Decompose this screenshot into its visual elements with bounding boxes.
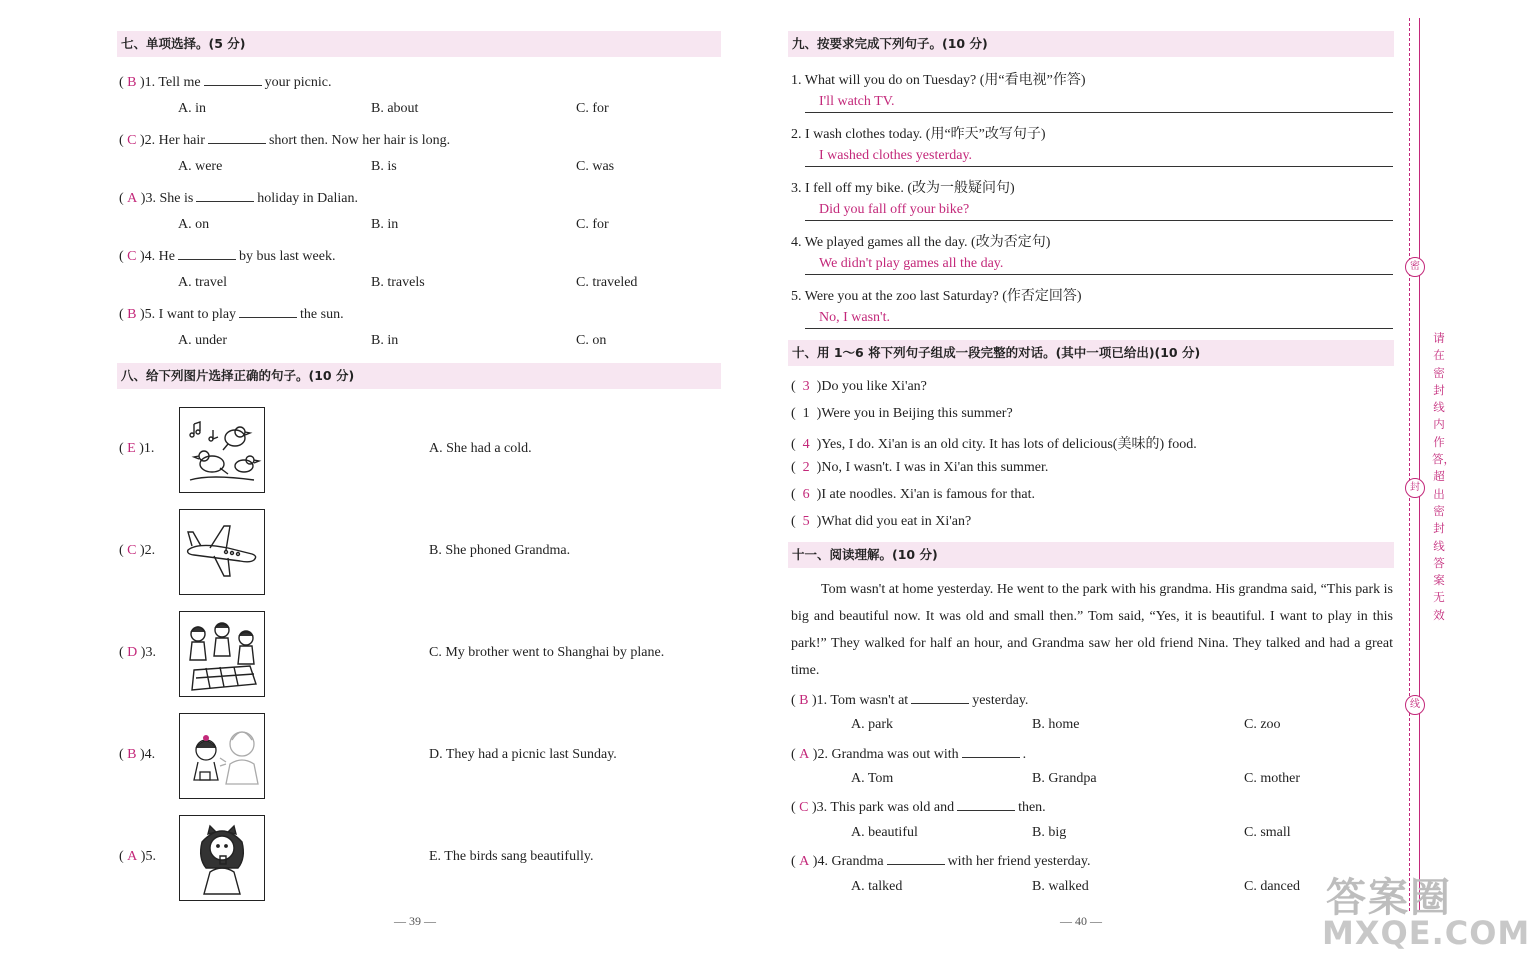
blank bbox=[911, 690, 969, 704]
option: C. traveled bbox=[576, 275, 638, 290]
question-7-3: ( A )3. She is holiday in Dalian. bbox=[119, 188, 358, 207]
order-number: 5 bbox=[802, 514, 810, 529]
option: B. big bbox=[1032, 825, 1067, 840]
dashed-seal-line bbox=[1409, 18, 1410, 911]
answer: C bbox=[799, 800, 809, 815]
choice-text: E. The birds sang beautifully. bbox=[429, 849, 594, 864]
option: A. beautiful bbox=[851, 825, 918, 840]
answer-line: I washed clothes yesterday. bbox=[805, 144, 1393, 167]
option: B. Grandpa bbox=[1032, 771, 1097, 786]
blank bbox=[196, 188, 254, 202]
question-8-3: ( D )3. bbox=[119, 645, 156, 660]
option: C. for bbox=[576, 101, 609, 116]
option: A. talked bbox=[851, 879, 903, 894]
dialogue-line: ( 6 )I ate noodles. Xi'an is famous for that. bbox=[791, 487, 1035, 502]
picnic-picture bbox=[179, 611, 265, 697]
question-7-1: ( B )1. Tell me your picnic. bbox=[119, 72, 331, 91]
answer: B bbox=[127, 75, 137, 90]
option: B. in bbox=[371, 217, 399, 232]
watermark-logo bbox=[1318, 866, 1530, 952]
question-11-3: ( C )3. This park was old and then. bbox=[791, 797, 1046, 816]
answer: E bbox=[127, 441, 136, 456]
blank bbox=[204, 72, 262, 86]
section-8-header: 八、给下列图片选择正确的句子。(10 分) bbox=[117, 363, 721, 389]
option: A. park bbox=[851, 717, 893, 732]
blank bbox=[178, 246, 236, 260]
order-number: 1 bbox=[802, 406, 810, 421]
answer: D bbox=[127, 645, 138, 660]
dialogue-line: ( 5 )What did you eat in Xi'an? bbox=[791, 514, 972, 529]
choice-text: A. She had a cold. bbox=[429, 441, 532, 456]
left-page bbox=[0, 0, 745, 956]
seal-circle-mark: 密 bbox=[1405, 257, 1425, 277]
phone-call-picture bbox=[179, 713, 265, 799]
watermark-url: MXQE.COM bbox=[1322, 914, 1530, 952]
answer: C bbox=[127, 543, 137, 558]
question-8-5: ( A )5. bbox=[119, 849, 156, 864]
option: A. travel bbox=[178, 275, 227, 290]
option: C. on bbox=[576, 333, 607, 348]
answer: A bbox=[127, 191, 138, 206]
option: B. about bbox=[371, 101, 419, 116]
order-number: 4 bbox=[802, 437, 810, 452]
seal-instruction: 请在密封线内作答，超出密封线答案无效 bbox=[1432, 331, 1455, 622]
question-9-5: 5. Were you at the zoo last Saturday? (作否定回答) bbox=[791, 289, 1082, 304]
page-number: — 39 — bbox=[394, 914, 436, 928]
dialogue-line: ( 1 )Were you in Beijing this summer? bbox=[791, 406, 1013, 421]
option: C. small bbox=[1244, 825, 1291, 840]
option: A. in bbox=[178, 101, 206, 116]
blank bbox=[887, 851, 945, 865]
answer: C bbox=[127, 133, 137, 148]
right-page bbox=[745, 0, 1410, 956]
section-7-header: 七、单项选择。(5 分) bbox=[117, 31, 721, 57]
question-11-2: ( A )2. Grandma was out with . bbox=[791, 744, 1026, 763]
question-8-1: ( E )1. bbox=[119, 441, 155, 456]
dialogue-line: ( 3 )Do you like Xi'an? bbox=[791, 379, 927, 394]
question-9-3: 3. I fell off my bike. (改为一般疑问句) bbox=[791, 181, 1015, 196]
choice-text: C. My brother went to Shanghai by plane. bbox=[429, 645, 665, 660]
dialogue-line: ( 2 )No, I wasn't. I was in Xi'an this summer. bbox=[791, 460, 1049, 475]
section-10-header: 十、用 1～6 将下列句子组成一段完整的对话。(其中一项已给出)(10 分) bbox=[788, 340, 1394, 366]
page-number: — 40 — bbox=[1060, 914, 1102, 928]
answer-line: I'll watch TV. bbox=[805, 90, 1393, 113]
question-11-4: ( A )4. Grandma with her friend yesterday. bbox=[791, 851, 1091, 870]
question-11-1: ( B )1. Tom wasn't at yesterday. bbox=[791, 690, 1028, 709]
order-number: 3 bbox=[802, 379, 810, 394]
reading-passage: Tom wasn't at home yesterday. He went to the park with his grandma. His grandma said, “This park is big and beautiful now. It was old and small then.” Tom said, “Yes, it is beautiful. I want to play in this park!” They walked for half an hour, and Grandma saw her old friend Nina. They talked and had a great time. bbox=[791, 582, 1393, 678]
option: C. danced bbox=[1244, 879, 1300, 894]
question-8-2: ( C )2. bbox=[119, 543, 156, 558]
blank bbox=[208, 130, 266, 144]
section-11-header: 十一、阅读理解。(10 分) bbox=[788, 542, 1394, 568]
answer: C bbox=[127, 249, 137, 264]
option: A. were bbox=[178, 159, 223, 174]
answer: B bbox=[127, 307, 137, 322]
question-7-4: ( C )4. He by bus last week. bbox=[119, 246, 335, 265]
answer: A bbox=[799, 747, 810, 762]
question-7-5: ( B )5. I want to play the sun. bbox=[119, 304, 344, 323]
seal-line bbox=[1419, 18, 1420, 911]
option: A. under bbox=[178, 333, 227, 348]
seal-circle-mark: 线 bbox=[1405, 695, 1425, 715]
answer-line: No, I wasn't. bbox=[805, 306, 1393, 329]
option: C. mother bbox=[1244, 771, 1300, 786]
question-9-4: 4. We played games all the day. (改为否定句) bbox=[791, 235, 1051, 250]
birds-singing-picture bbox=[179, 407, 265, 493]
answer: A bbox=[127, 849, 138, 864]
option: C. for bbox=[576, 217, 609, 232]
section-9-header: 九、按要求完成下列句子。(10 分) bbox=[788, 31, 1394, 57]
choice-text: D. They had a picnic last Sunday. bbox=[429, 747, 617, 762]
dialogue-line: ( 4 )Yes, I do. Xi'an is an old city. It has lots of delicious(美味的) food. bbox=[791, 437, 1197, 452]
option: B. is bbox=[371, 159, 397, 174]
option: B. home bbox=[1032, 717, 1080, 732]
option: C. zoo bbox=[1244, 717, 1281, 732]
option: B. in bbox=[371, 333, 399, 348]
question-9-2: 2. I wash clothes today. (用“昨天”改写句子) bbox=[791, 127, 1046, 142]
answer: B bbox=[127, 747, 137, 762]
answer: A bbox=[799, 854, 810, 869]
blank bbox=[962, 744, 1020, 758]
airplane-picture bbox=[179, 509, 265, 595]
sick-girl-picture bbox=[179, 815, 265, 901]
answer-line: We didn't play games all the day. bbox=[805, 252, 1393, 275]
watermark-text: 答案圈 bbox=[1326, 875, 1452, 921]
answer: B bbox=[799, 693, 809, 708]
question-9-1: 1. What will you do on Tuesday? (用“看电视”作答) bbox=[791, 73, 1086, 88]
option: A. Tom bbox=[851, 771, 894, 786]
binding-margin bbox=[1408, 0, 1500, 956]
answer-line: Did you fall off your bike? bbox=[805, 198, 1393, 221]
option: B. walked bbox=[1032, 879, 1089, 894]
choice-text: B. She phoned Grandma. bbox=[429, 543, 571, 558]
order-number: 2 bbox=[802, 460, 810, 475]
blank bbox=[239, 304, 297, 318]
option: C. was bbox=[576, 159, 615, 174]
question-8-4: ( B )4. bbox=[119, 747, 156, 762]
blank bbox=[957, 797, 1015, 811]
seal-circle-mark: 封 bbox=[1405, 478, 1425, 498]
option: B. travels bbox=[371, 275, 425, 290]
question-7-2: ( C )2. Her hair short then. Now her hair is long. bbox=[119, 130, 450, 149]
option: A. on bbox=[178, 217, 210, 232]
order-number: 6 bbox=[802, 487, 810, 502]
